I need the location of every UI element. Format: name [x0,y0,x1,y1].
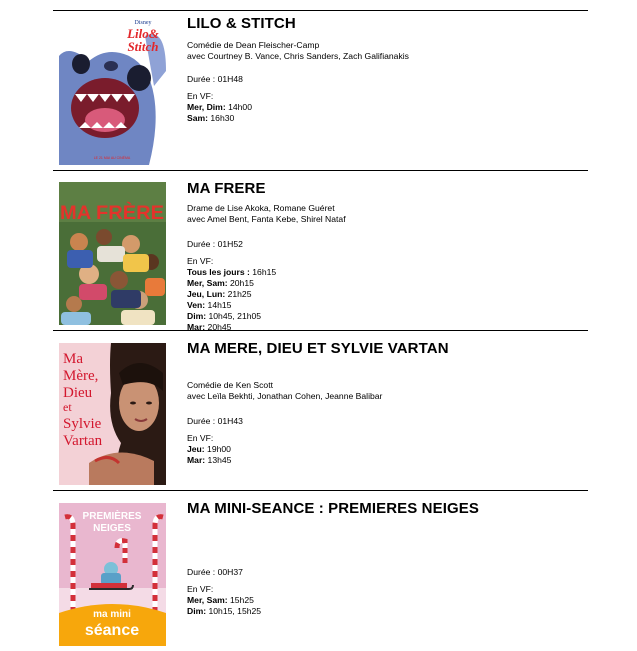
showtime-times: 16h15 [249,267,277,277]
movie-duration: Durée : 00H37 [187,567,243,577]
movie-cast: avec Amel Bent, Fanta Kebe, Shirel Nataf [187,214,346,224]
poster-badge-line1: ma mini [93,609,131,620]
movie-title[interactable]: MA MINI-SEANCE : PREMIERES NEIGES [187,500,479,517]
showtime-times: 10h45, 21h05 [206,311,262,321]
movie-cast: avec Leïla Bekhti, Jonathan Cohen, Jeanne Balibar [187,391,383,401]
poster-badge-line2: séance [84,622,140,639]
poster-logo: MA FRÈRE [60,203,159,224]
showtime-days: Mar: [187,455,206,465]
showtime-row [187,267,588,278]
showtime-days: Mer, Sam: [187,595,228,605]
movie-duration: Durée : 01H48 [187,74,243,84]
poster-release-text: LE 21 MAI AU CINÉMA [93,156,131,160]
showtime-row [187,300,588,311]
movie-genre-director: Comédie de Dean Fleischer-Camp [187,40,320,50]
movie-version: En VF: [187,584,214,594]
movie-duration: Durée : 01H52 [187,239,243,249]
showtime-times: 10h15, 15h25 [206,606,262,616]
movie-info [187,15,588,124]
poster-logo-line1: Lilo& [127,26,159,41]
movie-info [187,180,588,333]
showtime-days: Mer, Sam: [187,278,228,288]
showtime-days: Mer, Dim: [187,102,226,112]
poster-title-line2: NEIGES [93,523,131,534]
poster-logo-line2: Stitch [127,39,159,54]
poster-ma-mere-art [59,343,166,485]
showtime-times: 16h30 [208,113,235,123]
showtime-days: Tous les jours : [187,267,250,277]
movie-entry-ma-frere [53,170,588,331]
movie-title[interactable]: MA FRERE [187,180,266,197]
poster-logo-line5: Sylvie [63,416,102,432]
showtime-row [187,278,588,289]
movie-entry-ma-mere [53,330,588,491]
showtime-row [187,311,588,322]
poster-logo-line4: et [63,400,72,414]
movie-version: En VF: [187,433,214,443]
movie-info [187,500,588,617]
showtime-days: Mar: [187,322,206,332]
showtime-days: Jeu: [187,444,205,454]
showtime-row [187,606,588,617]
movie-genre-director: Drame de Lise Akoka, Romane Guéret [187,203,335,213]
showtime-row [187,595,588,606]
showtime-times: 13h45 [205,455,232,465]
showtime-row [187,289,588,300]
showtime-times: 15h25 [227,595,254,605]
poster-ma-frere[interactable] [59,182,166,325]
movie-version: En VF: [187,91,214,101]
showtime-row [187,444,588,455]
movie-duration: Durée : 01H43 [187,416,243,426]
movie-cast: avec Courtney B. Vance, Chris Sanders, Zach Galifianakis [187,51,409,61]
poster-logo-line6: Vartan [63,433,103,449]
movie-info [187,340,588,466]
poster-lilo-stitch-art [59,16,166,165]
showtime-days: Dim: [187,311,207,321]
movie-entry-lilo-stitch [53,10,588,171]
showtime-days: Ven: [187,300,206,310]
showtime-times: 14h00 [225,102,252,112]
showtime-times: 19h00 [204,444,231,454]
poster-ma-frere-art [59,182,166,325]
showtime-times: 14h15 [205,300,232,310]
showtime-times: 21h25 [225,289,252,299]
showtime-row [187,455,588,466]
poster-mini-seance[interactable] [59,503,166,646]
poster-ma-mere[interactable] [59,343,166,485]
movie-title[interactable]: LILO & STITCH [187,15,296,32]
showtime-times: 20h15 [227,278,254,288]
showtime-days: Dim: [187,606,207,616]
poster-logo-line3: Dieu [63,385,93,401]
showtime-times: 20h45 [205,322,232,332]
movie-version: En VF: [187,256,214,266]
poster-title-line1: PREMIÈRES [82,511,142,522]
poster-logo-line2: Mère, [63,368,99,384]
poster-mini-seance-art [59,503,166,646]
poster-logo-line1: Ma [63,351,83,367]
showtime-row [187,102,588,113]
movie-title[interactable]: MA MERE, DIEU ET SYLVIE VARTAN [187,340,449,357]
showtime-row [187,113,588,124]
movie-genre-director: Comédie de Ken Scott [187,380,273,390]
poster-lilo-stitch[interactable] [59,16,166,165]
movie-entry-mini-seance [53,490,588,651]
showtime-days: Jeu, Lun: [187,289,226,299]
poster-brand-text: Disney [134,20,152,26]
showtime-days: Sam: [187,113,209,123]
